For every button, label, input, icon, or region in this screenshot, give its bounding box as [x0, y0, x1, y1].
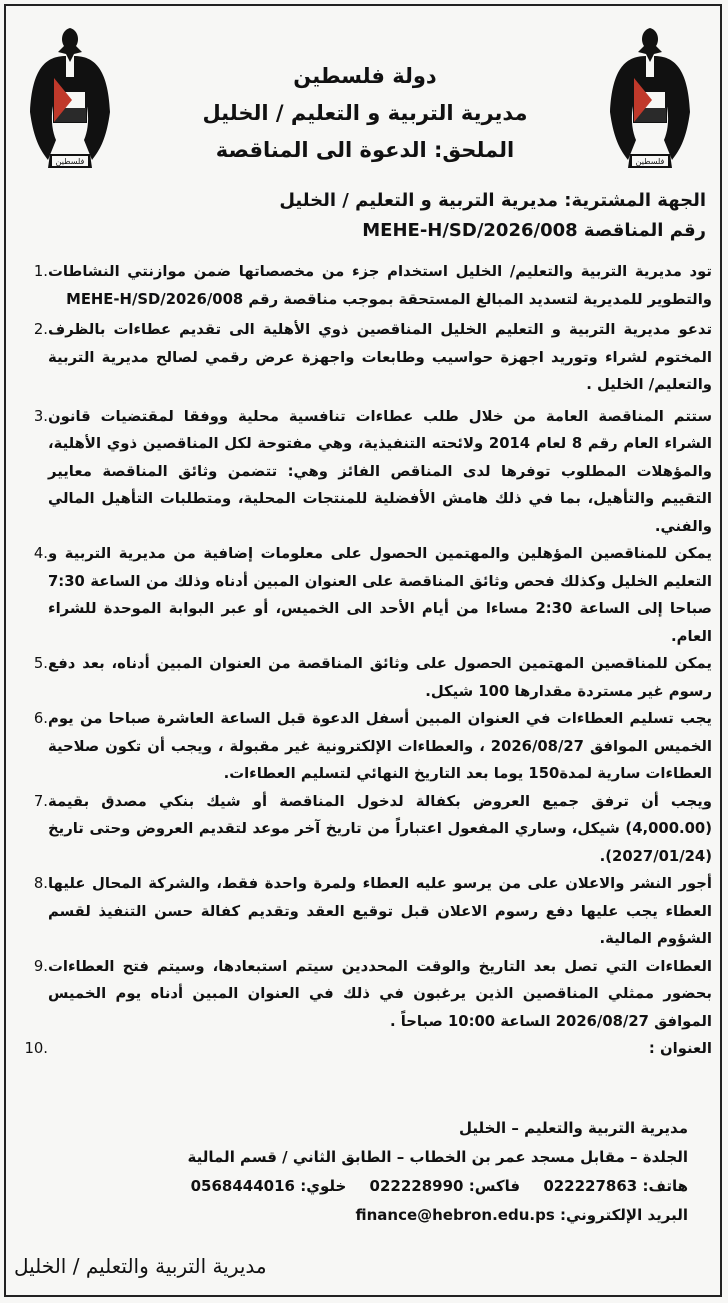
- clause-number: 2.: [33, 321, 48, 338]
- clause-number: 7.: [33, 792, 48, 810]
- list-item: [14, 953, 712, 1036]
- list-item: [14, 788, 712, 871]
- list-item: [14, 403, 712, 541]
- clause-text: أجور النشر والاعلان على من يرسو عليه العطاء ولمرة واحدة فقط، والشركة المحال عليها العطاء يجب عليها دفع رسوم الاعلان قبل توقيع العقد وتقديم كفالة حسن التنفيذ لقسم الشؤوم المالية.: [48, 875, 712, 947]
- email-address: البريد الإلكتروني: finance@hebron.edu.ps: [355, 1206, 688, 1224]
- clause-number: 3.: [33, 407, 48, 425]
- clause-number: 5.: [33, 655, 48, 672]
- address-location: الجلدة – مقابل مسجد عمر بن الخطاب – الطابق الثاني / قسم المالية: [187, 1148, 688, 1166]
- clause-number: 8.: [33, 875, 48, 892]
- clause-text: يمكن للمناقصين المؤهلين والمهتمين الحصول على معلومات إضافية من مديرية التربية و التعليم الخليل وكذلك فحص وثائق المناقصة على العنوان المبين أدناه وذلك من الساعة 7:30 صباحا إلى الساعة 2:30 مساءا من أيام الأحد الى الخميس، أو عبر البوابة الموحدة للشراء العام.: [48, 545, 712, 645]
- address-block: [14, 1114, 688, 1230]
- list-item: [14, 650, 712, 705]
- clause-text: ستتم المناقصة العامة من خلال طلب عطاءات تنافسية محلية ووفقا لمقتضيات قانون الشراء العام رقم 8 لعام 2014 ولائحته التنفيذية، وهي مفتوحة لكل المناقصين ذوي الأهلية، والمؤهلات المطلوب توفرها لدى المناقص الفائز وهي: تتضمن وثائق المناقصة معايير التقييم والتأهيل، بما في ذلك هامش الأفضلية للمنتجات المحلية، ومتطلبات التأهيل المالي والفني.: [48, 407, 712, 535]
- palestine-emblem-right: [606, 22, 694, 172]
- tender-clauses: [14, 258, 712, 1063]
- list-item: [14, 1035, 712, 1063]
- clause-text: العنوان :: [648, 1040, 712, 1057]
- footer-signature: مديرية التربية والتعليم / الخليل: [14, 1254, 267, 1278]
- list-item: [14, 540, 712, 650]
- annex-title: الملحق: الدعوة الى المناقصة: [215, 138, 515, 162]
- mobile-number: خلوي: 0568444016: [190, 1177, 347, 1195]
- contact-numbers: [14, 1172, 688, 1201]
- clause-text: تود مديرية التربية والتعليم/ الخليل استخدام جزء من مخصصاتها ضمن موازنتي النشاطات والتطوير للمديرية لتسديد المبالغ المستحقة بموجب مناقصة رقم MEHE-H/SD/2026/008: [48, 263, 712, 308]
- clause-text: ويجب أن ترفق جميع العروض بكفالة لدخول المناقصة أو شيك بنكي مصدق بقيمة (4,000.00) شيكل، وساري المفعول اعتباراً من تاريخ آخر موعد لتقديم العروض وحتى تاريخ (2027/01/24).: [48, 792, 712, 865]
- emblem-caption: فلسطين: [635, 157, 665, 166]
- list-item: [14, 316, 712, 399]
- address-name: مديرية التربية والتعليم – الخليل: [458, 1119, 688, 1137]
- procuring-entity-block: [16, 186, 706, 246]
- list-item: [14, 258, 712, 313]
- clause-number: 6.: [33, 710, 48, 727]
- phone-number: هاتف: 022227863: [543, 1177, 688, 1195]
- palestine-emblem-left: [26, 22, 114, 172]
- emblem-caption: فلسطين: [55, 157, 85, 166]
- state-name: دولة فلسطين: [293, 64, 437, 88]
- list-item: [14, 870, 712, 953]
- clause-number: 4.: [33, 545, 48, 562]
- clause-text: تدعو مديرية التربية و التعليم الخليل المناقصين ذوي الأهلية الى تقديم عطاءات بالظرف المختوم لشراء وتوريد اجهزة حواسيب وطابعات واجهزة عرض رقمي لصالح مديرية التربية والتعليم/ الخليل .: [48, 321, 712, 393]
- clause-text: يمكن للمناقصين المهتمين الحصول على وثائق المناقصة من العنوان المبين أدناه، بعد دفع رسوم غير مستردة مقدارها 100 شيكل.: [48, 655, 712, 700]
- list-item: [14, 705, 712, 788]
- clause-number: 1.: [33, 263, 48, 280]
- clause-text: يجب تسليم العطاءات في العنوان المبين أسفل الدعوة قبل الساعة العاشرة صباحا من يوم الخميس الموافق 2026/08/27 ، والعطاءات الإلكترونية غير مقبولة ، ويجب أن تكون صلاحية العطاءات سارية لمدة150 يوما بعد التاريخ النهائي لتسليم العطاءات.: [48, 710, 712, 782]
- fax-number: فاكس: 022228990: [369, 1177, 521, 1195]
- directorate-name: مديرية التربية و التعليم / الخليل: [202, 101, 528, 125]
- procuring-entity: الجهة المشترية: مديرية التربية و التعليم / الخليل: [279, 190, 706, 211]
- document-header: [150, 58, 580, 169]
- clause-number: 9.: [33, 957, 48, 975]
- tender-number: رقم المناقصة MEHE-H/SD/2026/008: [362, 220, 706, 241]
- clause-text: العطاءات التي تصل بعد التاريخ والوقت المحددين سيتم استبعادها، وسيتم فتح العطاءات بحضور ممثلي المناقصين الذين يرغبون في ذلك في العنوان المبين أدناه يوم الخميس الموافق 2026/08/27 الساعة 10:00 صباحاً .: [48, 957, 712, 1030]
- clause-number: 10.: [24, 1040, 48, 1057]
